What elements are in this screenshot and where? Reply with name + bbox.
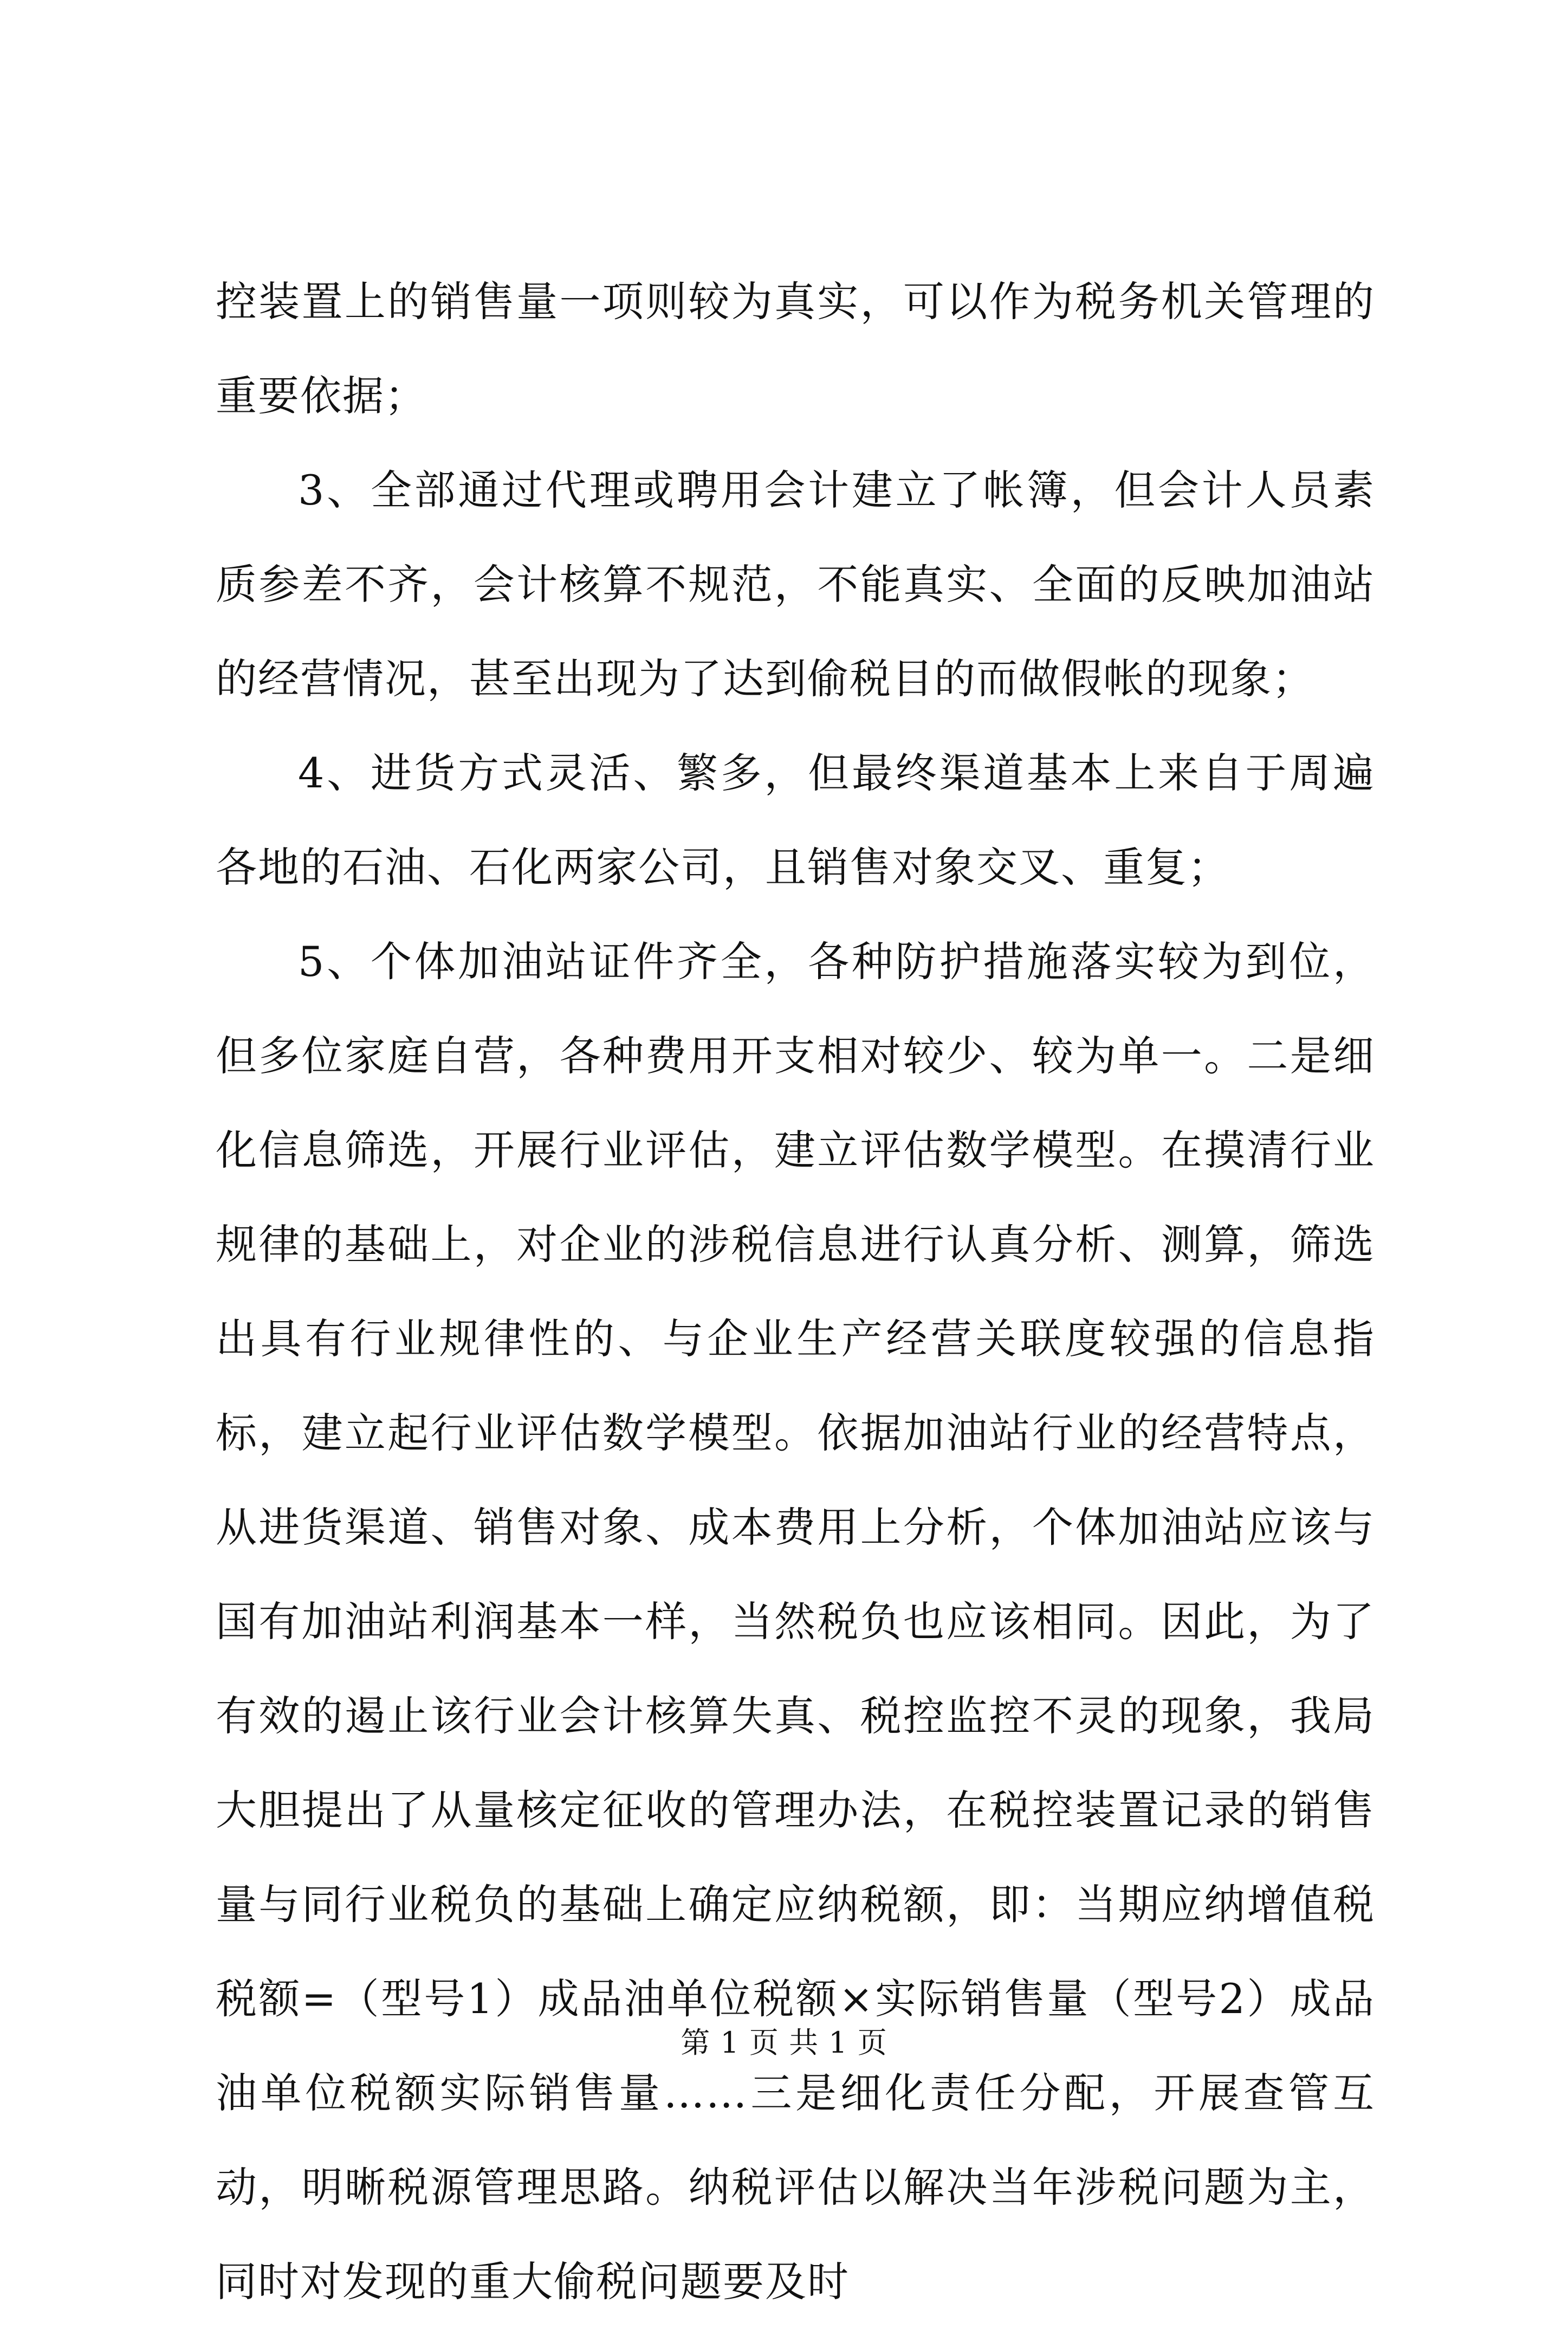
paragraph-continuation: 控装置上的销售量一项则较为真实，可以作为税务机关管理的重要依据；: [216, 277, 1375, 420]
paragraph-item-5: 5、个体加油站证件齐全，各种防护措施落实较为到位，但多位家庭自营，各种费用开支相对较少、较为单一。二是细化信息筛选，开展行业评估，建立评估数学模型。在摸清行业规律的基础上，对企业的涉税信息进行认真分析、测算，筛选出具有行业规律性的、与企业生产经营关联度较强的信息指标，建立起行业评估数学模型。依据加油站行业的经营特点，从进货渠道、销售对象、成本费用上分析，个体加油站应该与国有加油站利润基本一样，当然税负也应该相同。因此，为了有效的遏止该行业会计核算失真、税控监控不灵的现象，我局大胆提出了从量核定征收的管理办法，在税控装置记录的销售量与同行业税负的基础上确定应纳税额，即：当期应纳增值税税额=（型号1）成品油单位税额×实际销售量（型号2）成品油单位税额实际销售量……三是细化责任分配，开展查管互动，明晰税源管理思路。纳税评估以解决当年涉税问题为主，同时对发现的重大偷税问题要及时: [216, 937, 1375, 2306]
page-number-label: 第 1 页 共 1 页: [681, 2026, 887, 2060]
document-body: [216, 255, 1375, 2329]
paragraph-item-4: 4、进货方式灵活、繁多，但最终渠道基本上来自于周遍各地的石油、石化两家公司，且销售对象交叉、重复；: [216, 749, 1375, 891]
page-footer: [0, 2024, 1568, 2062]
paragraph-item-3: 3、全部通过代理或聘用会计建立了帐簿，但会计人员素质参差不齐，会计核算不规范，不能真实、全面的反映加油站的经营情况，甚至出现为了达到偷税目的而做假帐的现象；: [216, 466, 1375, 703]
